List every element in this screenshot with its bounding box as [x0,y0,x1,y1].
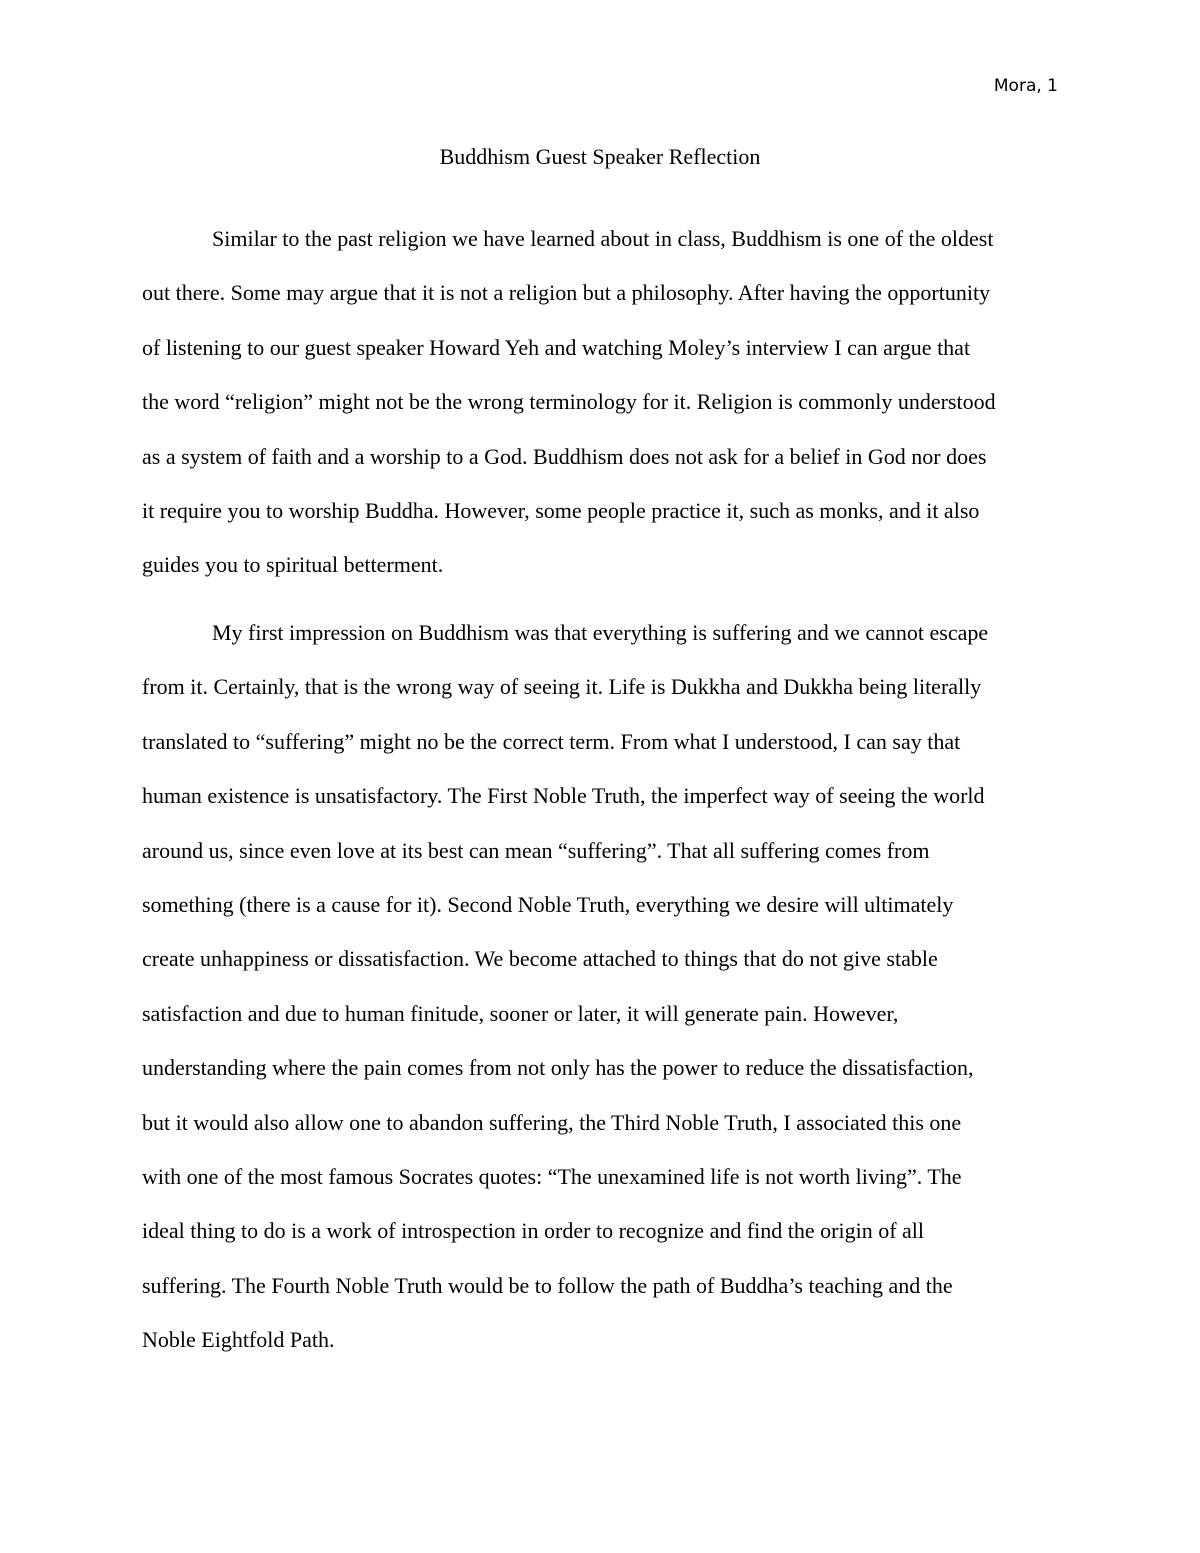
paragraph-line: with one of the most famous Socrates quotes: “The unexamined life is not worth living”. The [142,1163,962,1189]
paragraph-2 [142,606,1054,1367]
paragraph-line: the word “religion” might not be the wrong terminology for it. Religion is commonly understood [142,389,996,415]
paragraph-line: ideal thing to do is a work of introspection in order to recognize and find the origin of all [142,1218,925,1244]
paragraph-1 [142,212,1054,593]
paragraph-line: Similar to the past religion we have learned about in class, Buddhism is one of the oldest [212,226,994,251]
paragraph-line: something (there is a cause for it). Second Noble Truth, everything we desire will ultimately [142,891,954,917]
paragraph-line: as a system of faith and a worship to a God. Buddhism does not ask for a belief in God nor does [142,443,987,469]
paragraph-line: it require you to worship Buddha. However, some people practice it, such as monks, and it also [142,497,980,523]
paragraph-line: Noble Eightfold Path. [142,1327,335,1353]
paragraph-line: suffering. The Fourth Noble Truth would be to follow the path of Buddha’s teaching and the [142,1272,953,1298]
paragraph-line: guides you to spiritual betterment. [142,552,444,578]
paragraph-line: out there. Some may argue that it is not a religion but a philosophy. After having the opportunity [142,280,991,306]
running-head: Mora, 1 [993,76,1058,96]
paragraph-line: human existence is unsatisfactory. The First Noble Truth, the imperfect way of seeing the world [142,783,985,809]
paragraph-line: around us, since even love at its best can mean “suffering”. That all suffering comes from [142,837,930,863]
paragraph-line: translated to “suffering” might no be the correct term. From what I understood, I can say that [142,728,961,754]
essay-title: Buddhism Guest Speaker Reflection [439,144,761,169]
paragraph-line: but it would also allow one to abandon suffering, the Third Noble Truth, I associated this one [142,1109,962,1135]
paragraph-line: satisfaction and due to human finitude, sooner or later, it will generate pain. However, [142,1000,899,1026]
paragraph-line: understanding where the pain comes from not only has the power to reduce the dissatisfaction, [142,1055,974,1081]
paragraph-line: of listening to our guest speaker Howard Yeh and watching Moley’s interview I can argue that [142,334,971,360]
paragraph-line: create unhappiness or dissatisfaction. We become attached to things that do not give stable [142,946,938,972]
paragraph-line: My first impression on Buddhism was that everything is suffering and we cannot escape [212,620,989,645]
paragraph-line: from it. Certainly, that is the wrong way of seeing it. Life is Dukkha and Dukkha being literally [142,674,982,700]
